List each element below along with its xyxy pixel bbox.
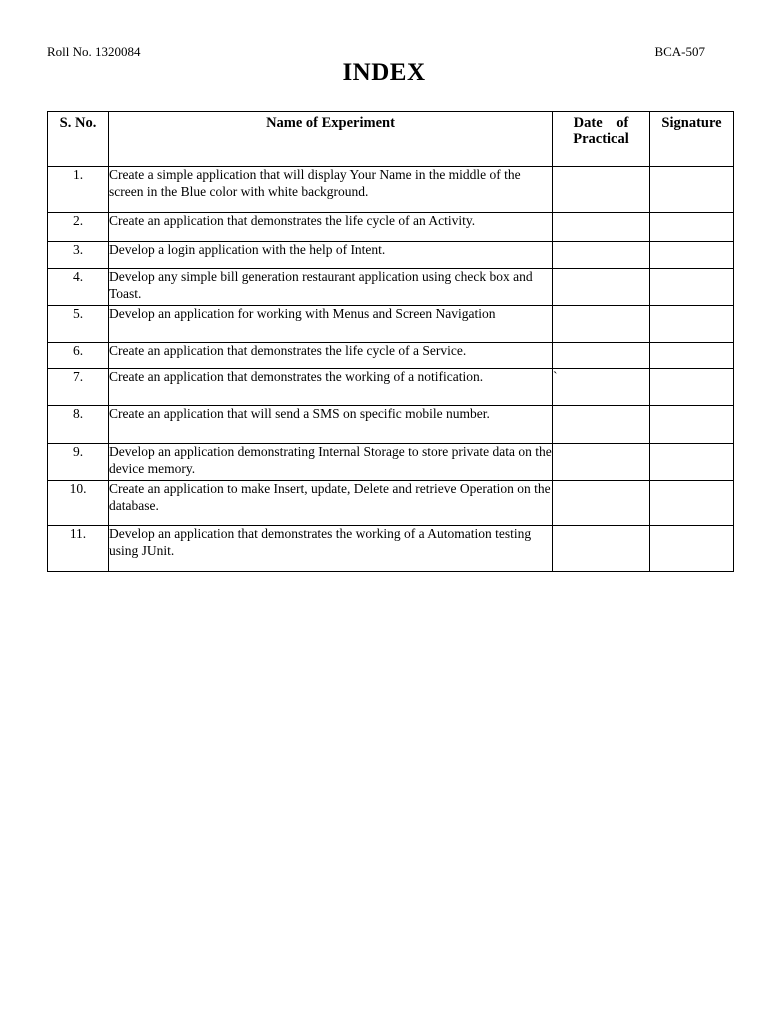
row-signature — [650, 406, 734, 444]
row-signature — [650, 343, 734, 369]
row-experiment-name: Create an application that demonstrates the life cycle of a Service. — [109, 343, 553, 369]
row-signature — [650, 213, 734, 242]
row-experiment-name: Create a simple application that will display Your Name in the middle of the screen in the Blue color with white background. — [109, 167, 553, 213]
row-signature — [650, 526, 734, 572]
row-sno: 6. — [48, 343, 109, 369]
row-sno: 9. — [48, 444, 109, 481]
row-date — [553, 242, 650, 269]
row-signature — [650, 444, 734, 481]
row-experiment-name: Develop an application for working with Menus and Screen Navigation — [109, 306, 553, 343]
row-experiment-name: Create an application that demonstrates the life cycle of an Activity. — [109, 213, 553, 242]
row-sno: 8. — [48, 406, 109, 444]
row-experiment-name: Develop an application demonstrating Internal Storage to store private data on the device memory. — [109, 444, 553, 481]
row-date — [553, 167, 650, 213]
roll-number: Roll No. 1320084 — [47, 44, 141, 59]
row-date — [553, 269, 650, 306]
page-title: INDEX — [342, 59, 426, 86]
column-header-date — [553, 112, 650, 167]
table-row — [48, 167, 734, 213]
row-signature — [650, 369, 734, 406]
row-experiment-name: Create an application to make Insert, update, Delete and retrieve Operation on the database. — [109, 481, 553, 526]
row-date — [553, 526, 650, 572]
row-date — [553, 213, 650, 242]
column-header-name: Name of Experiment — [109, 112, 553, 167]
row-signature — [650, 167, 734, 213]
row-signature — [650, 306, 734, 343]
row-experiment-name: Create an application that demonstrates the working of a notification. — [109, 369, 553, 406]
table-row — [48, 369, 734, 406]
row-sno: 3. — [48, 242, 109, 269]
table-row — [48, 269, 734, 306]
column-header-date-line2: Practical — [573, 131, 629, 147]
row-date — [553, 343, 650, 369]
table-row — [48, 242, 734, 269]
column-header-signature: Signature — [650, 112, 734, 167]
row-sno: 11. — [48, 526, 109, 572]
row-signature — [650, 481, 734, 526]
row-signature — [650, 269, 734, 306]
row-date — [553, 306, 650, 343]
experiment-index-table — [47, 111, 734, 572]
row-experiment-name: Develop any simple bill generation restaurant application using check box and Toast. — [109, 269, 553, 306]
table-row — [48, 481, 734, 526]
row-sno: 7. — [48, 369, 109, 406]
table-row — [48, 306, 734, 343]
row-signature — [650, 242, 734, 269]
column-header-date-line1: Date of — [573, 115, 629, 131]
table-row — [48, 213, 734, 242]
header-row — [48, 112, 734, 167]
row-sno: 4. — [48, 269, 109, 306]
table-row — [48, 343, 734, 369]
row-sno: 5. — [48, 306, 109, 343]
row-experiment-name: Create an application that will send a SMS on specific mobile number. — [109, 406, 553, 444]
row-experiment-name: Develop a login application with the help of Intent. — [109, 242, 553, 269]
row-experiment-name: Develop an application that demonstrates the working of a Automation testing using JUnit. — [109, 526, 553, 572]
table-row — [48, 406, 734, 444]
course-code: BCA-507 — [654, 44, 705, 59]
row-sno: 1. — [48, 167, 109, 213]
table-row — [48, 526, 734, 572]
row-date: ` — [553, 369, 650, 406]
row-date — [553, 444, 650, 481]
column-header-sno: S. No. — [48, 112, 109, 167]
row-date — [553, 406, 650, 444]
row-date — [553, 481, 650, 526]
row-sno: 10. — [48, 481, 109, 526]
table-row — [48, 444, 734, 481]
row-sno: 2. — [48, 213, 109, 242]
